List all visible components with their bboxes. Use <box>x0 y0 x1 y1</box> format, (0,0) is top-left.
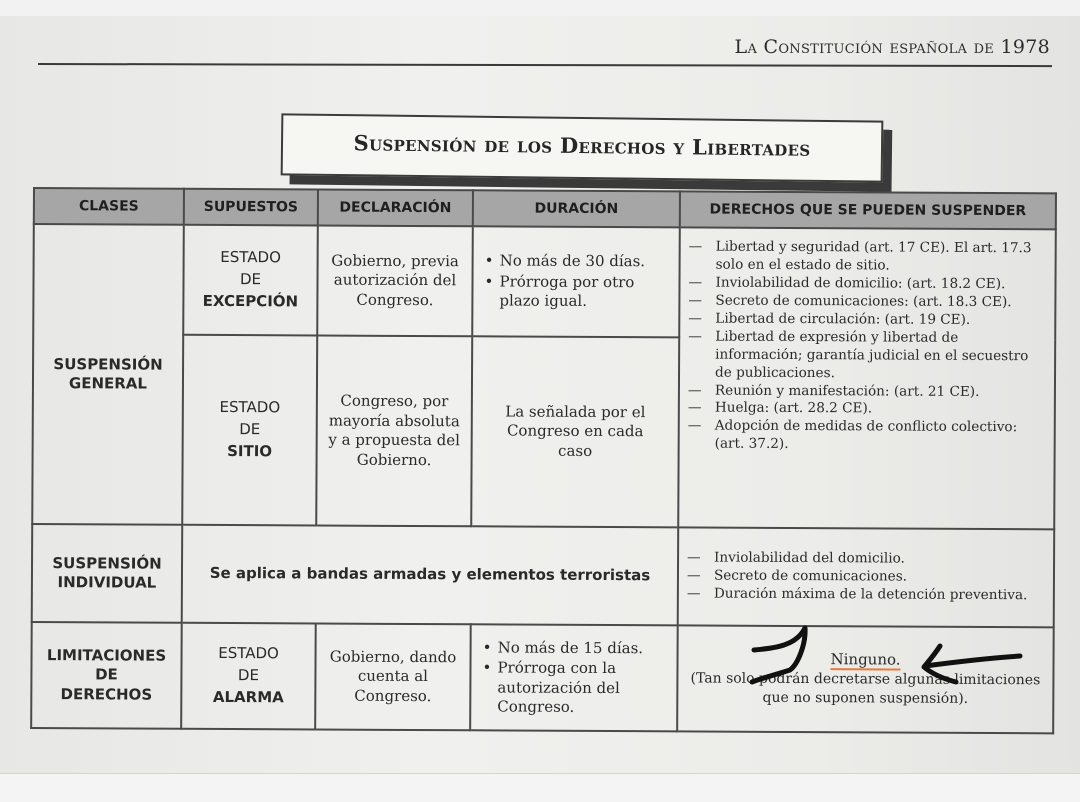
list-item: • Prórroga con la autorización del Congreso. <box>479 658 668 717</box>
list-item: • No más de 15 días. <box>480 638 669 658</box>
list-item: • Prórroga por otro plazo igual. <box>481 272 670 312</box>
derechos-individual <box>678 527 1055 627</box>
aplica-bandas-armadas: Se aplica a bandas armadas y elementos terroristas <box>182 525 679 626</box>
clase-line: SUSPENSIÓN <box>53 354 163 374</box>
table-row <box>31 622 1054 733</box>
column-header-declaracion: DECLARACIÓN <box>318 189 473 226</box>
table-row <box>33 224 1056 339</box>
list-item: — Libertad de circulación: (art. 19 CE). <box>688 310 1046 330</box>
running-head-title: La Constitución española de <box>734 36 995 58</box>
supuesto-estado-sitio <box>182 335 317 526</box>
list-item: — Inviolabilidad de domicilio: (art. 18.2 CE). <box>688 274 1046 294</box>
table-row <box>32 524 1054 627</box>
supuesto-line: ESTADO <box>219 398 281 417</box>
page-title: Suspensión de los Derechos y Libertades <box>353 130 811 161</box>
column-header-derechos: DERECHOS QUE SE PUEDEN SUSPENDER <box>680 191 1056 229</box>
list-item: — Libertad de expresión y libertad de información; garantía judicial en el secuestro de publicaciones. <box>688 328 1046 384</box>
clase-line: SUSPENSIÓN <box>52 553 162 573</box>
duracion-sitio: La señalada por el Congreso en cada caso <box>471 336 679 527</box>
clase-line: LIMITACIONES <box>46 645 167 665</box>
clase-suspension-individual <box>32 524 183 623</box>
supuesto-line: DE <box>239 420 261 439</box>
list-item: — Duración máxima de la detención preventiva. <box>687 585 1045 605</box>
clase-line: DE <box>95 665 118 684</box>
title-box <box>281 113 884 182</box>
screenshot-bottom-bar <box>0 773 1080 802</box>
running-head-year: 1978 <box>1000 36 1050 58</box>
limitaciones-note: (Tan solo podrán decretarse algunas limitaciones que no suponen suspensión). <box>690 670 1041 707</box>
list-item: — Adopción de medidas de conflicto colectivo: (art. 37.2). <box>688 418 1046 456</box>
list-item: — Libertad y seguridad (art. 17 CE). El art. 17.3 solo en el estado de sitio. <box>689 238 1047 276</box>
supuesto-line: DE <box>239 270 262 289</box>
supuesto-estado-alarma <box>181 623 316 730</box>
list-item: — Reunión y manifestación: (art. 21 CE). <box>688 382 1046 402</box>
declaracion-sitio: Congreso, por mayoría absoluta y a propuesta del Gobierno. <box>316 335 472 526</box>
column-header-supuestos: SUPUESTOS <box>184 189 318 226</box>
supuesto-keyword: ALARMA <box>212 687 284 707</box>
declaracion-alarma: Gobierno, dando cuenta al Congreso. <box>315 623 471 730</box>
list-item: — Secreto de comunicaciones: (art. 18.3 CE). <box>688 292 1046 312</box>
clase-line: INDIVIDUAL <box>57 573 157 592</box>
supuesto-line: DE <box>237 666 260 685</box>
duracion-alarma <box>470 624 678 731</box>
derechos-limitaciones <box>677 625 1054 733</box>
running-head <box>735 36 1050 58</box>
table-header-row <box>34 188 1056 229</box>
supuesto-estado-excepcion <box>183 225 318 336</box>
screenshot-top-bar <box>0 0 1080 16</box>
list-item: — Inviolabilidad del domicilio. <box>687 550 1045 570</box>
supuesto-keyword: SITIO <box>227 441 273 461</box>
list-item: — Secreto de comunicaciones. <box>687 567 1045 587</box>
suspension-table <box>30 187 1057 734</box>
list-item: • No más de 30 días. <box>482 252 671 272</box>
ninguno-text: Ninguno. <box>830 650 901 669</box>
clase-limitaciones-derechos <box>31 622 182 729</box>
derechos-general <box>678 227 1056 529</box>
clase-line: DERECHOS <box>60 684 153 704</box>
clase-suspension-general <box>32 224 184 525</box>
list-item: — Huelga: (art. 28.2 CE). <box>688 400 1046 420</box>
column-header-clases: CLASES <box>34 188 184 225</box>
column-header-duracion: DURACIÓN <box>473 190 680 227</box>
supuesto-line: ESTADO <box>218 644 279 663</box>
supuesto-keyword: EXCEPCIÓN <box>202 291 299 311</box>
header-rule <box>38 63 1052 67</box>
supuesto-line: ESTADO <box>220 248 281 267</box>
clase-line: GENERAL <box>68 374 148 393</box>
declaracion-excepcion: Gobierno, previa autorización del Congreso. <box>317 225 473 336</box>
duracion-excepcion <box>472 226 680 337</box>
book-page <box>0 16 1080 773</box>
